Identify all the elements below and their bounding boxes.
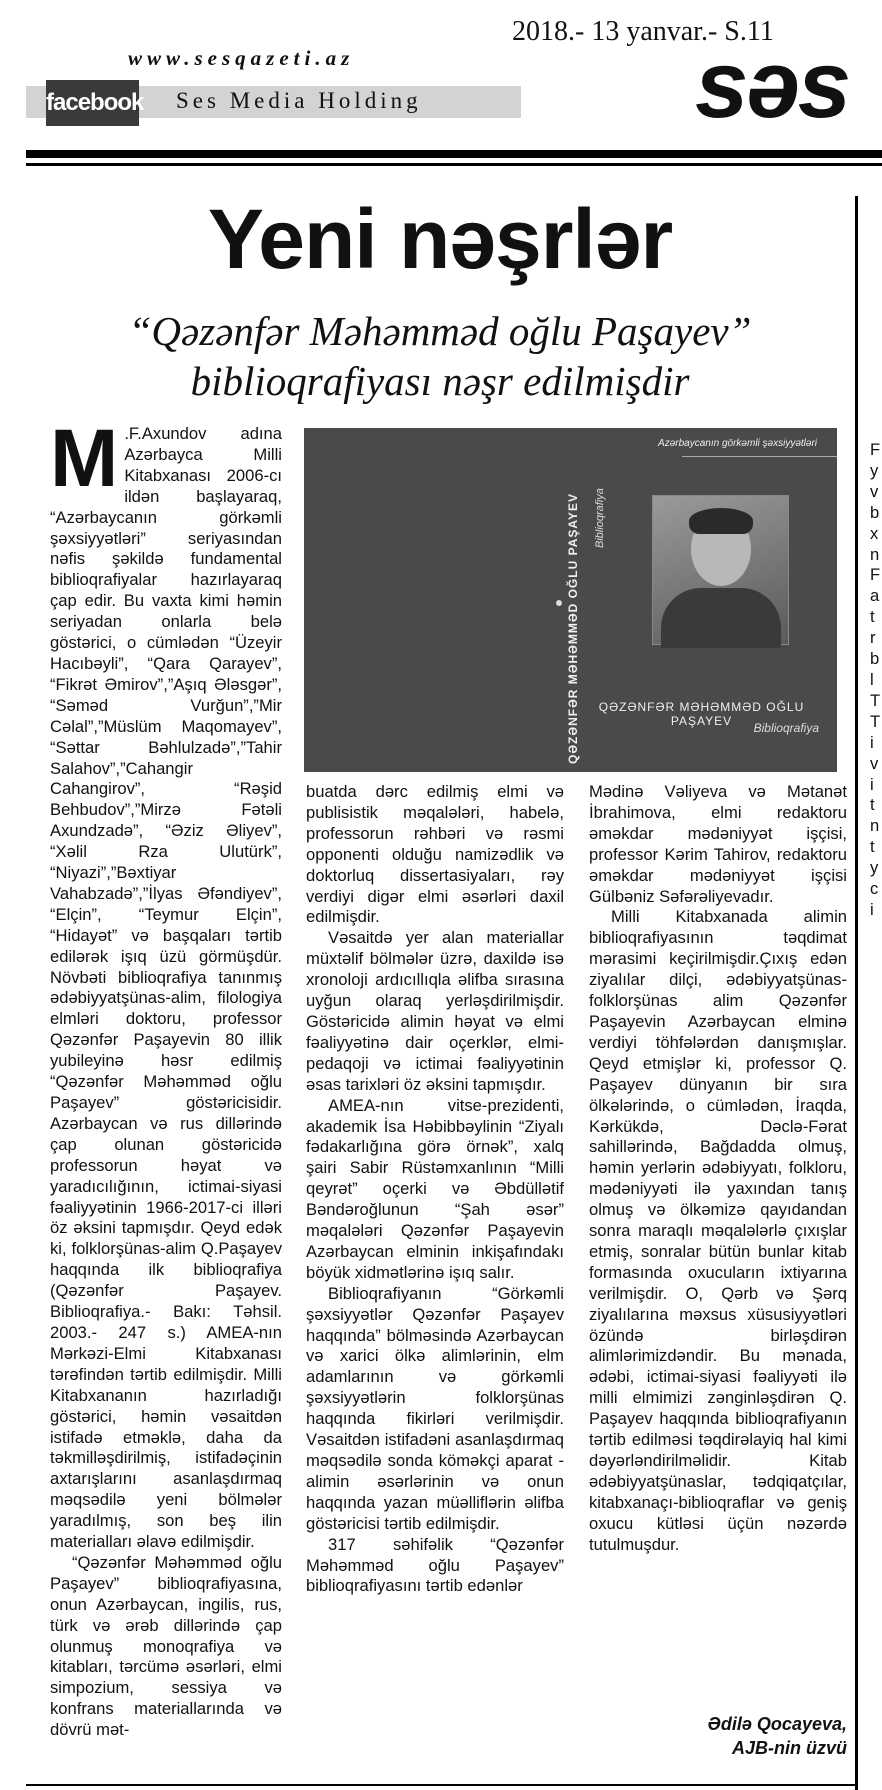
cover-divider bbox=[682, 456, 837, 457]
adjacent-article-edge: F y v b x n F a t r b l T T i v i t n t y c i bbox=[870, 440, 881, 919]
header-rule-thin bbox=[26, 163, 882, 166]
portrait-photo bbox=[652, 495, 789, 645]
paragraph: buatda dərc edilmiş elmi və publisistik məqalələri, habelə, professorun rəhbəri və rəsmi opponenti olduğu namizədlik və doktorluq dissertasiyaları, rəy verdiyi digər elmi əsərləri daxil edilmişdir. bbox=[306, 782, 564, 927]
paragraph: 317 səhifəlik “Qəzənfər Məhəmməd oğlu Paşayev” biblioqrafiyasını tərtib edənlər bbox=[306, 1534, 564, 1596]
footer-rule bbox=[26, 1784, 856, 1786]
paragraph: Biblioqrafiyanın “Görkəmli şəxsiyyətlər Qəzənfər Paşayev haqqında” bölməsində Azərbaycan və xarici ölkə alimlərinin, elm adamlarının və görkəmli şəxsiyyətlərin folklorşünas haqqında fikirləri verilmişdir. Vəsaitdən istifadəni asanlaşdırmaq məqsədilə sonda köməkçi aparat - alimin əsərlərinin və onun haqqında yazan müəlliflərin əlifba göstəricisi tərtib edilmişdir. bbox=[306, 1283, 564, 1533]
article-subtitle bbox=[50, 306, 830, 406]
paragraph: Mədinə Vəliyeva və Mətanət İbrahimova, elmi redaktoru əməkdar mədəniyyət işçisi, professor Kərim Tahirov, redaktoru əməkdar mədəniyyət işçisi Gülbəniz Səfərəliyevadır. bbox=[589, 782, 847, 906]
book-cover-image bbox=[304, 428, 837, 772]
spine-subtitle: Biblioqrafiya bbox=[594, 488, 606, 548]
issue-date: 2018.- 13 yanvar.- S.11 bbox=[512, 16, 774, 47]
column-divider bbox=[855, 196, 858, 1790]
article-column-2 bbox=[306, 782, 564, 1597]
site-url[interactable]: www.sesqazeti.az bbox=[128, 46, 355, 70]
spine-dot-icon bbox=[556, 600, 562, 606]
cover-subtitle: Biblioqrafiya bbox=[753, 721, 819, 735]
newspaper-logo: səs bbox=[695, 31, 850, 138]
header-rule-thick bbox=[26, 150, 882, 158]
article-author bbox=[600, 1712, 847, 1760]
subtitle-line-1: “Qəzənfər Məhəmməd oğlu Paşayev” bbox=[128, 308, 752, 354]
article-headline: Yeni nəşrlər bbox=[207, 192, 673, 286]
subtitle-line-2: biblioqrafiyası nəşr edilmişdir bbox=[190, 358, 690, 404]
drop-cap: M bbox=[50, 413, 119, 504]
cover-series-label: Azərbaycanın görkəmli şəxsiyyətləri bbox=[658, 438, 817, 449]
holding-name: Ses Media Holding bbox=[176, 88, 422, 113]
article-column-1 bbox=[50, 413, 282, 1741]
paragraph: AMEA-nın vitse-prezidenti, akademik İsa Həbibbəylinin “Ziyalı fədakarlığına görə örnək”, xalq şairi Sabir Rüstəmxanlının “Milli qeyrət” oçerki və Əbdüllətif Bəndəroğlunun “Şah əsər” məqalələri Qəzənfər Paşayevin Azərbaycan elminin inkişafındakı böyük xidmətlərinə işıq salır. bbox=[306, 1095, 564, 1282]
paragraph: M .F.Axundov adına Azərbayca Milli Kitabxanası 2006-cı ildən başlayaraq, “Azərbaycanın görkəmli şəxsiyyətləri” seriyasından nəfis şəkildə fundamental biblioqrafiyalar hazırlayaraq çap edir. Bu vaxta kimi həmin seriyadan onlarla belə göstərici, o cümlədən “Üzeyir Hacıbəyli”, “Qara Qarayev”, “Fikrət Əmirov”,”Aşıq Ələsgər”, “Səməd Vurğun”,”Mir Cəlal”,”Müslüm Maqomayev”, “Səttar Bəhlulzadə”,”Tahir Salahov”,”Cahangir Cahangirov”, “Rəşid Behbudov”,”Mirzə Fətəli Axundzadə”, “Əziz Əliyev”, “Xəlil Rza Ulutürk”, “Niyazi”,”Bəxtiyar Vahabzadə”,”İlyas Əfəndiyev”, “Elçin”, “Teymur Elçin”, “Hidayət” və başqaları tərtib edilərək işıq üzü görmüşdür. Növbəti biblioqrafiya tanınmış ədəbiyyatşünas-alim, filologiya elmləri doktoru, professor Qəzənfər Paşayevin 80 illik yubileyinə həsr edilmiş “Qəzənfər Məhəmməd oğlu Paşayev” göstəricisidir. Azərbaycan və rus dillərində çap olunan göstəricidə professorun həyat və yaradıcılığının, ictimai-siyasi fəaliyyətinin 1966-2017-ci illəri öz əksini tapmışdır. Qeyd edək ki, folklorşünas-alim Q.Paşayev haqqında ilk biblioqrafiya (Qəzənfər Paşayev. Biblioqrafiya.- Bakı: Təhsil. 2003.- 247 s.) AMEA-nın Mərkəzi-Elmi Kitabxanası tərəfindən tərtib edilmişdir. Milli Kitabxananın hazırladığı göstərici, həmin vəsaitdən istifadə etməklə, daha da təkmilləşdirilmiş, istifadəçinin axtarışlarını asanlaşdırmaq məqsədilə yeni bölmələr yaradılmış, son beş ilin materialları əlavə edilmişdir. bbox=[50, 413, 282, 1552]
cover-author-name: QƏZƏNFƏR MƏHƏMMƏD OĞLU PAŞAYEV bbox=[598, 700, 805, 728]
article-column-3 bbox=[589, 782, 847, 1556]
spine-author-name: QƏZƏNFƏR MƏHƏMMƏD OĞLU PAŞAYEV bbox=[566, 493, 580, 764]
facebook-logo[interactable]: facebook bbox=[46, 80, 139, 126]
paragraph: Milli Kitabxanada alimin biblioqrafiyasının təqdimat mərasimi keçirilmişdir.Çıxış edən ziyalılar dilçi, ədəbiyyatşünas-folklorşünas alim Qəzənfər Paşayevin Azərbaycan elminə verdiyi töhfələrdən danışmışlar. Qeyd etmişlər ki, professor Q. Paşayev dünyanın bir sıra ölkələrində, o cümlədən, İraqda, Kərkükdə, Dəclə-Fərat sahillərində, Bağdadda olmuş, həmin yerlərin ədəbiyyatı, folkloru, mədəniyyəti ilə yaxından tanış olmuş və ölkəmizə qayıdandan sonra maraqlı məqalələrlə çıxışlar etmiş, sonralar bütün bunlar kitab formasında oxucuların ixtiyarına verilmişdir. O, Qərb və Şərq ziyalılarına məxsus xüsusiyyətləri özündə birləşdirən alimlərimizdəndir. Bu mənada, ədəbi, ictimai-siyasi fəaliyyəti ilə milli elmimizi zənginləşdirən Q. Paşayev haqqında biblioqrafiyanın tərtib edilməsi təqdirəlayiq hal kimi dəyərləndirilməlidir. Kitab ədəbiyyatşünaslar, tədqiqatçılar, kitabxanaçı-biblioqraflar və geniş oxucu kütləsi üçün nəzərdə tutulmuşdur. bbox=[589, 907, 847, 1554]
author-name: Ədilə Qocayeva, bbox=[707, 1714, 847, 1734]
paragraph: Vəsaitdə yer alan materiallar müxtəlif bölmələr üzrə, daxildə isə xronoloji ardıcıllıqla əlifba sırasına uyğun olaraq yerləşdirilmişdir. Göstəricidə alimin həyat və elmi fəaliyyətinə dair oçerklər, elmi-pedaqoji və ictimai fəaliyyətinin əsas tarixləri öz əksini tapmışdır. bbox=[306, 928, 564, 1094]
author-role: AJB-nin üzvü bbox=[732, 1738, 847, 1758]
paragraph: “Qəzənfər Məhəmməd oğlu Paşayev” biblioqrafiyasına, onun Azərbaycan, ingilis, rus, türk və ərəb dillərində çap olunmuş monoqrafiya və kitabları, tərcümə əsərləri, elmi simpozium, sessiya və konfrans materiallarında və dövrü mət- bbox=[50, 1552, 282, 1740]
